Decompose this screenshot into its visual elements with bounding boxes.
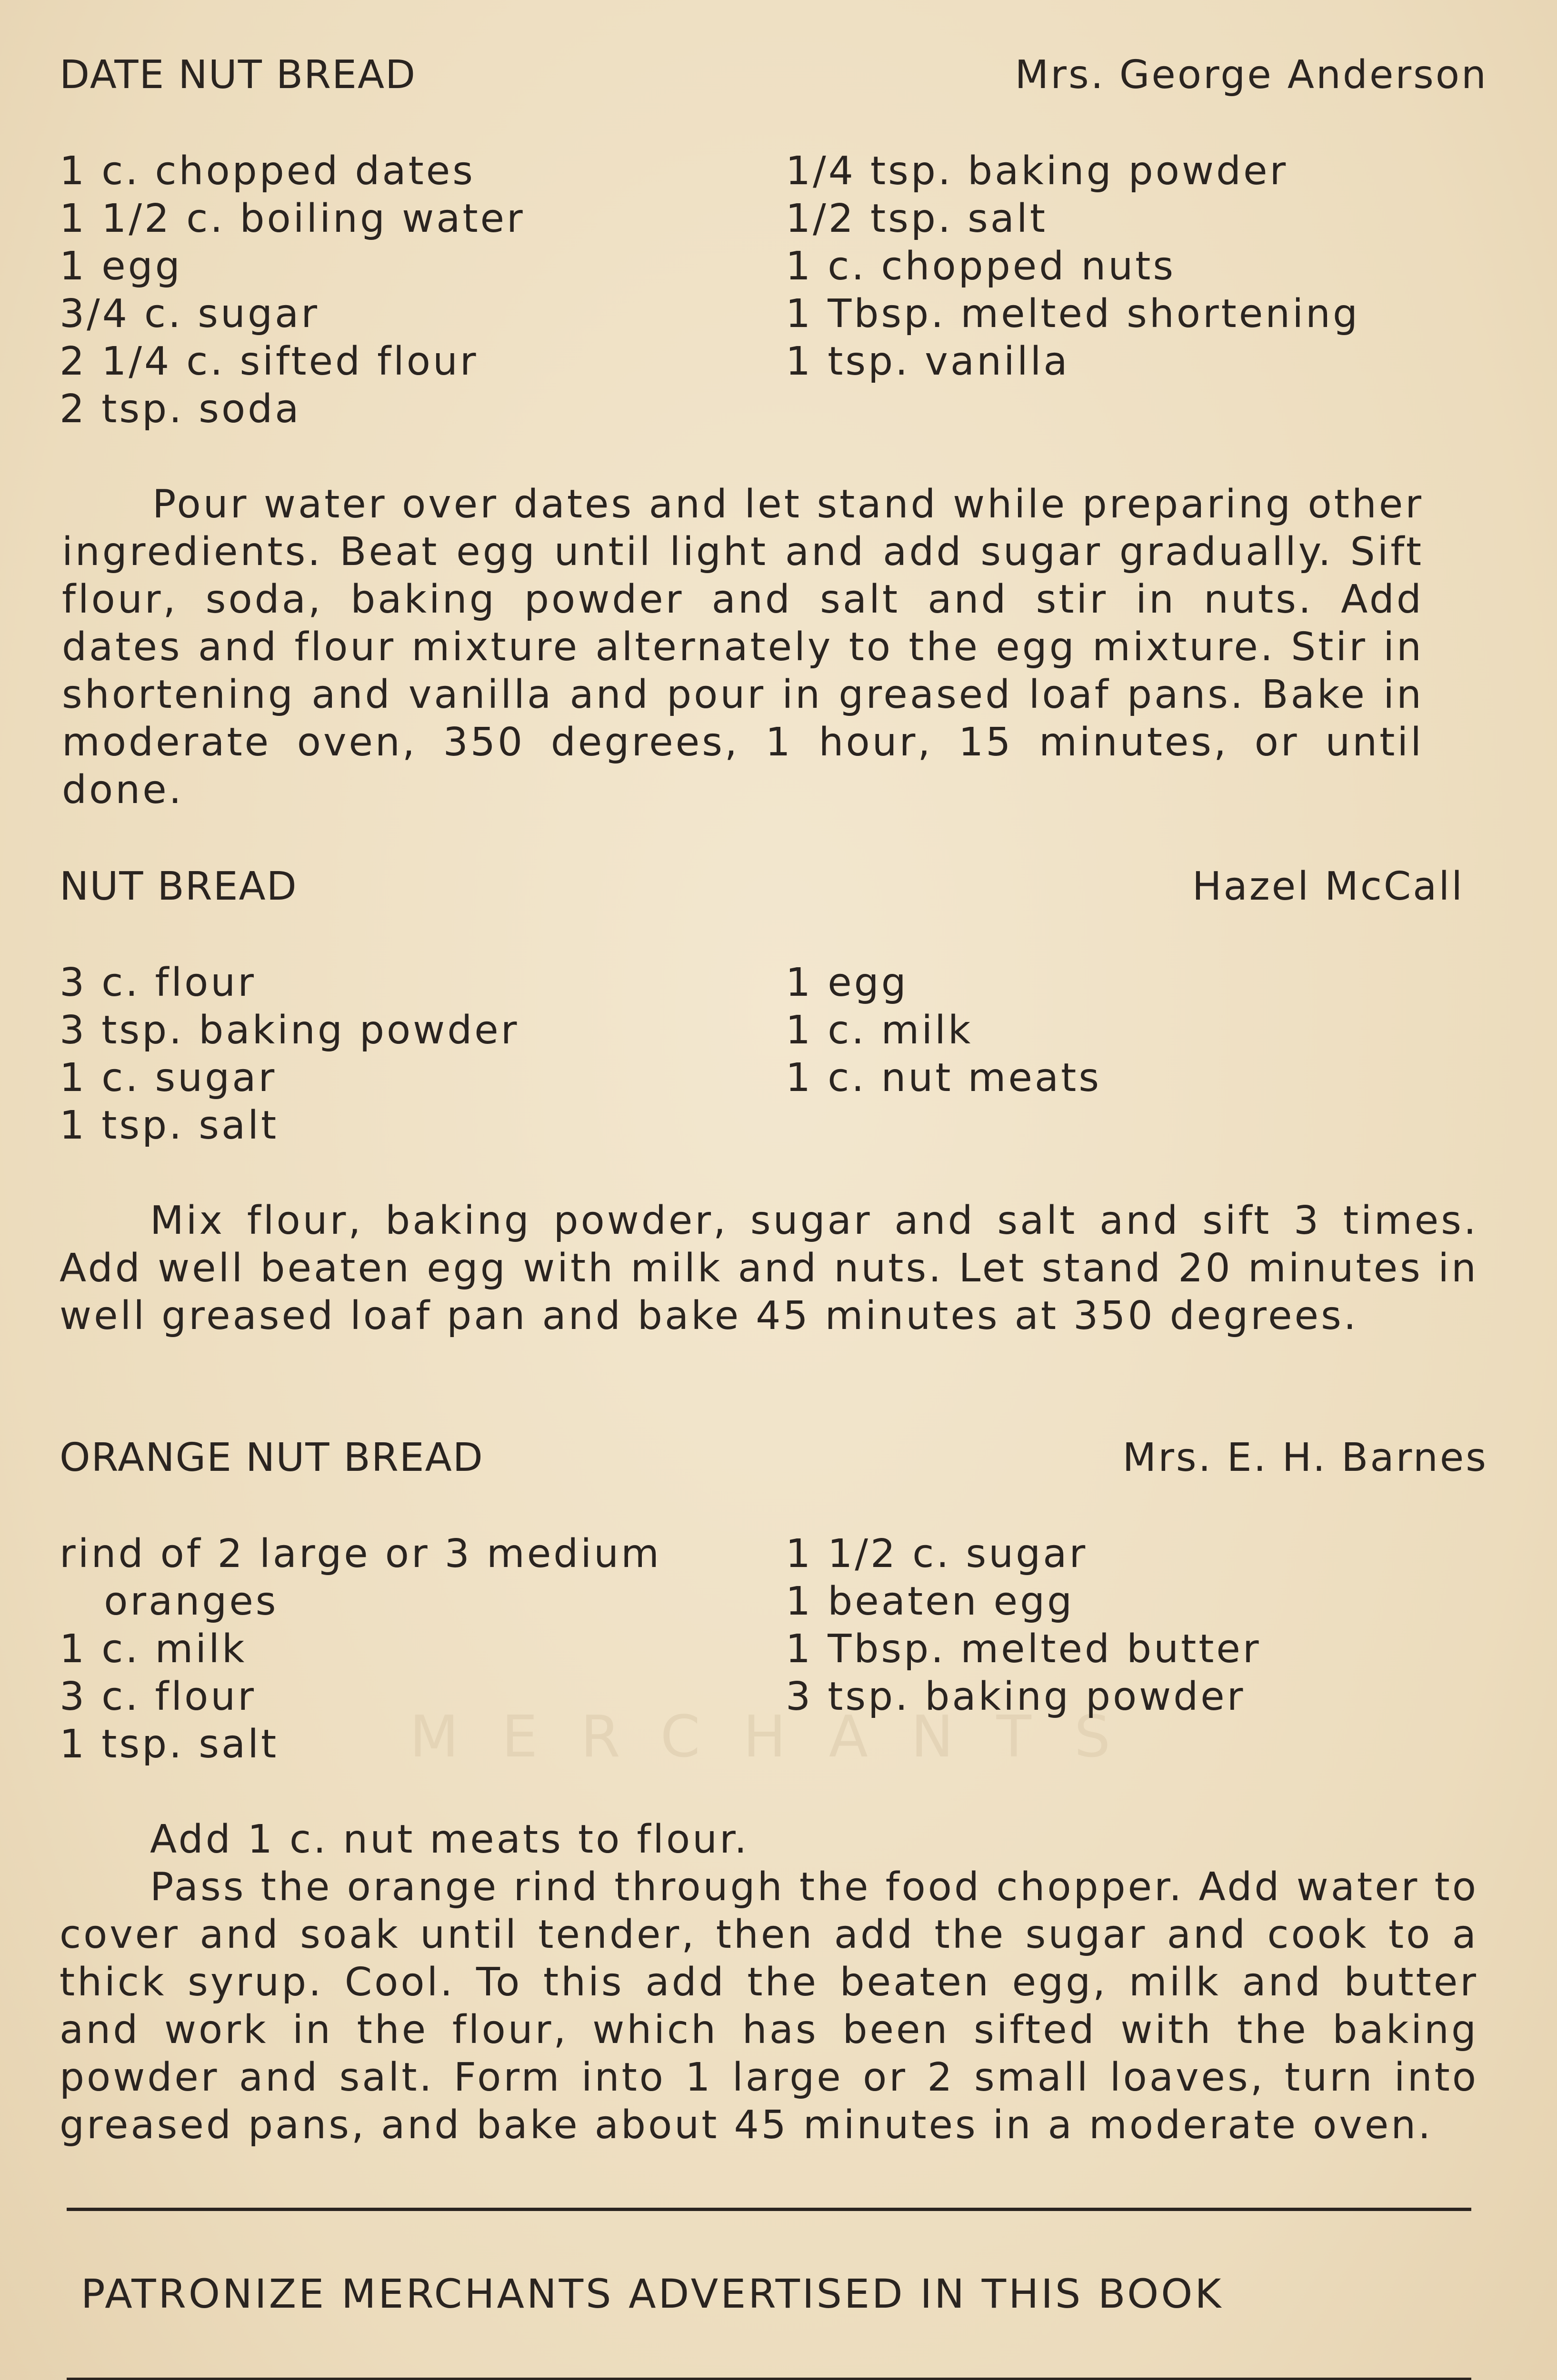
ingredients-right: [786, 148, 1360, 386]
divider-rule: [67, 2378, 1471, 2380]
recipe-nut-bread: [60, 864, 1488, 1154]
ingredient: 3 tsp. baking powder: [786, 1674, 1246, 1719]
ingredients-right: [786, 959, 1101, 1102]
patronize-banner: PATRONIZE MERCHANTS ADVERTISED IN THIS BOOK: [81, 2271, 1224, 2317]
ingredient: 1 c. milk: [786, 1008, 973, 1053]
recipe-date-nut-bread: [60, 52, 1488, 438]
ingredient: 1 egg: [786, 960, 908, 1005]
ingredient: 1 c. chopped dates: [60, 149, 475, 194]
recipe-orange-nut-bread: [60, 1435, 1488, 1773]
ingredient: 1 c. nut meats: [786, 1055, 1102, 1101]
ingredient: 3 c. flour: [60, 960, 256, 1005]
ingredient: 1 beaten egg: [786, 1579, 1075, 1624]
ingredient: 1 tsp. vanilla: [786, 339, 1070, 384]
ingredients-left: [60, 1530, 661, 1768]
recipe-author: Hazel McCall: [1192, 864, 1464, 909]
recipe-title: ORANGE NUT BREAD: [60, 1435, 484, 1480]
instruction-paragraph: Pour water over dates and let stand while preparing other ingredients. Beat egg until light and add sugar gradually. Sift flour, soda, baking powder and salt and stir in nuts. Add dates and flour mixture alternately to the egg mixture. Stir in shortening and vanilla and pour in greased loaf pans. Bake in moderate oven, 350 degrees, 1 hour, 15 minutes, or until done.: [62, 482, 1424, 813]
recipe-title: DATE NUT BREAD: [60, 52, 417, 98]
ingredient: 2 tsp. soda: [60, 387, 301, 432]
recipe-author: Mrs. George Anderson: [1015, 52, 1488, 98]
ingredient: 1 egg: [60, 244, 182, 289]
ingredients: [60, 959, 1488, 1154]
ingredient: 1 c. sugar: [60, 1055, 277, 1101]
recipe-instructions: [60, 1197, 1478, 1340]
recipe-title: NUT BREAD: [60, 864, 298, 909]
ingredient: 1 1/2 c. sugar: [786, 1531, 1088, 1577]
ingredient: 3 c. flour: [60, 1674, 256, 1719]
recipe-instructions: [60, 1816, 1478, 2149]
ingredient: 1 Tbsp. melted shortening: [786, 291, 1360, 337]
ingredients: [60, 1530, 1488, 1773]
ingredient: 1/2 tsp. salt: [786, 196, 1048, 241]
recipe-author: Mrs. E. H. Barnes: [1122, 1435, 1488, 1480]
bleed-through-text: MERCHANTS: [409, 1704, 1154, 1770]
instruction-paragraph: Add 1 c. nut meats to flour.: [150, 1817, 749, 1862]
ingredient: 1 1/2 c. boiling water: [60, 196, 525, 241]
ingredient: 1 c. chopped nuts: [786, 244, 1176, 289]
ingredients: [60, 148, 1488, 438]
instruction-paragraph: Pass the orange rind through the food chopper. Add water to cover and soak until tender, then add the sugar and cook to a thick syrup. Cool. To this add the beaten egg, milk and butter and work in the flour, which has been sifted with the baking powder and salt. Form into 1 large or 2 small loaves, turn into greased pans, and bake about 45 minutes in a moderate oven.: [60, 1864, 1478, 2148]
ingredient: 1 c. milk: [60, 1626, 247, 1672]
ingredient: 1 tsp. salt: [60, 1103, 279, 1148]
ingredient: oranges: [60, 1579, 279, 1624]
ingredient: rind of 2 large or 3 medium: [60, 1531, 661, 1577]
ingredients-right: [786, 1530, 1261, 1721]
ingredients-left: [60, 959, 519, 1150]
instruction-paragraph: Mix flour, baking powder, sugar and salt and sift 3 times. Add well beaten egg with milk and nuts. Let stand 20 minutes in well greased loaf pan and bake 45 minutes at 350 degrees.: [60, 1198, 1478, 1339]
ingredient: 1 tsp. salt: [60, 1722, 279, 1767]
ingredient: 3 tsp. baking powder: [60, 1008, 519, 1053]
ingredient: 1 Tbsp. melted butter: [786, 1626, 1261, 1672]
recipe-instructions: [62, 481, 1424, 814]
ingredient: 1/4 tsp. baking powder: [786, 149, 1288, 194]
ingredient: 3/4 c. sugar: [60, 291, 319, 337]
divider-rule: [67, 2208, 1471, 2211]
ingredient: 2 1/4 c. sifted flour: [60, 339, 479, 384]
ingredients-left: [60, 148, 525, 433]
